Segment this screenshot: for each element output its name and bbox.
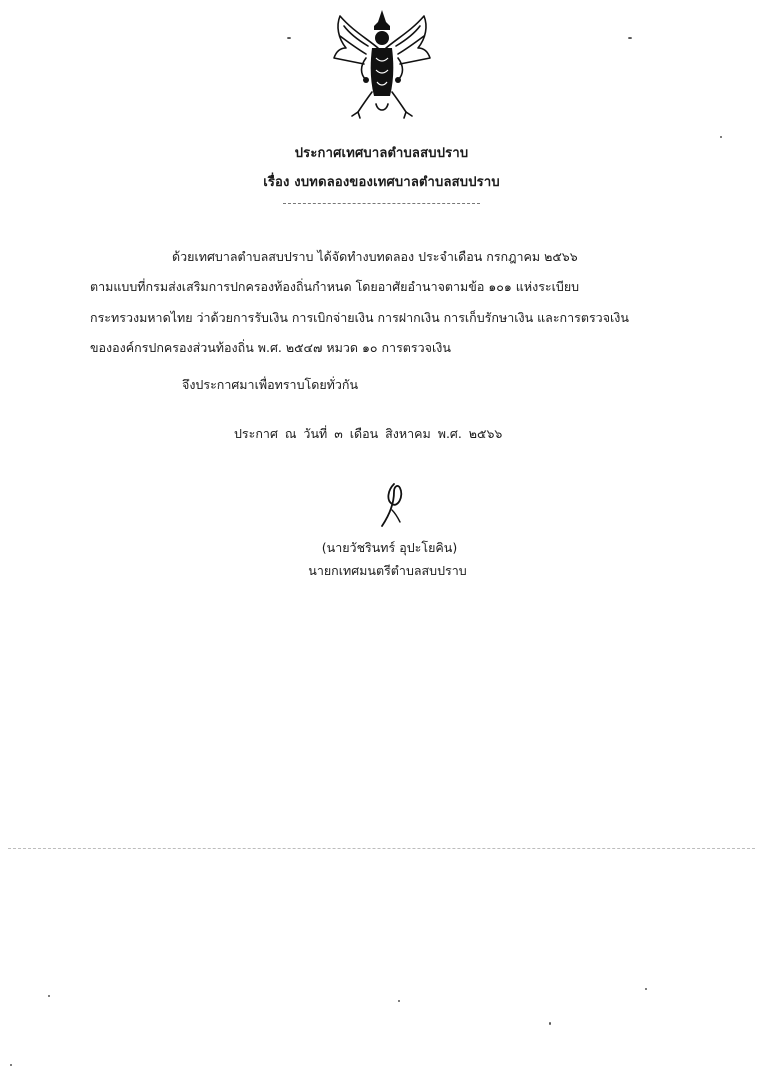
body-line: ด้วยเทศบาลตำบลสบปราบ ได้จัดทำงบทดลอง ประจำเดือน กรกฎาคม ๒๕๖๖ — [172, 249, 578, 264]
scan-speck — [398, 1000, 400, 1002]
signer-position — [0, 561, 763, 581]
body-line: กระทรวงมหาดไทย ว่าด้วยการรับเงิน การเบิกจ่ายเงิน การฝากเงิน การเก็บรักษาเงิน และการตรวจเงิน — [90, 309, 629, 325]
body-line: ขององค์กรปกครองส่วนท้องถิ่น พ.ศ. ๒๕๔๗ หมวด ๑๐ การตรวจเงิน — [90, 339, 451, 355]
scan-speck — [628, 37, 632, 39]
scan-speck — [48, 995, 50, 997]
scan-speck — [549, 1022, 551, 1025]
notice-line: จึงประกาศมาเพื่อทราบโดยทั่วกัน — [182, 377, 359, 392]
handwritten-signature — [368, 480, 416, 530]
scan-speck — [287, 37, 291, 39]
issued-date: ประกาศ ณ วันที่ ๓ เดือน สิงหาคม พ.ศ. ๒๕๖๖ — [234, 426, 503, 441]
announcement-title: ประกาศเทศบาลตำบลสบปราบ — [294, 146, 469, 161]
signer-name-text: (นายวัชรินทร์ อุปะโยคิน) — [321, 540, 458, 555]
body-line: ตามแบบที่กรมส่งเสริมการปกครองท้องถิ่นกำหนด โดยอาศัยอำนาจตามข้อ ๑๐๑ แห่งระเบียบ — [90, 279, 580, 295]
signer-position-text: นายกเทศมนตรีตำบลสบปราบ — [308, 563, 467, 578]
signer-name — [0, 538, 763, 558]
garuda-emblem-icon — [330, 8, 434, 120]
body-paragraph — [90, 242, 684, 363]
scan-speck — [720, 136, 722, 138]
subject-line: เรื่อง งบทดลองของเทศบาลตำบลสบปราบ — [263, 175, 500, 190]
scan-speck — [645, 988, 647, 990]
scan-speck — [10, 1064, 12, 1066]
scan-artifact-line — [8, 848, 755, 849]
title-divider — [283, 203, 480, 204]
